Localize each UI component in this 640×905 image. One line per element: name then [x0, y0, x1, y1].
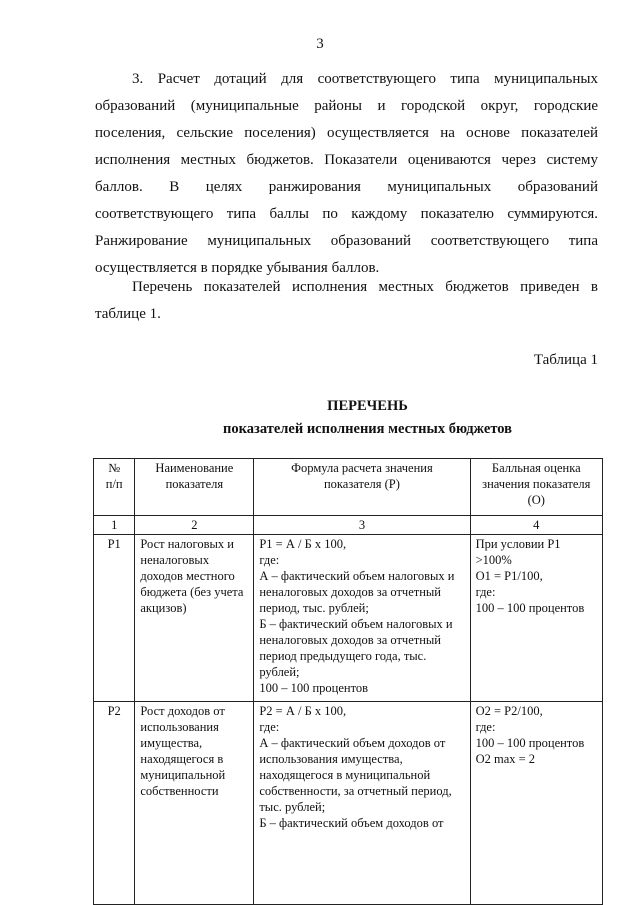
- page-number: 3: [316, 36, 324, 52]
- indicators-table: [93, 458, 603, 905]
- paragraph-line: 3. Расчет дотаций для соответствующего типа муниципальных: [132, 71, 598, 87]
- header-cell-formula: Формула расчета значения показателя (Р): [254, 459, 470, 516]
- paragraph-indicator-list: [95, 274, 598, 328]
- header-cell-number: № п/п: [94, 459, 135, 516]
- paragraph-line: баллов. В целях ранжирования муниципальных образований: [95, 179, 598, 195]
- formula-cell: Р1 = А / Б х 100, где: А – фактический объем налоговых и неналоговых доходов за отчетный период, тыс. рублей; Б – фактический объем налоговых и неналоговых доходов за отчетный период предыдущего года, тыс. рублей; 100 – 100 процентов: [254, 535, 470, 702]
- formula-cell: Р2 = А / Б х 100, где: А – фактический объем доходов от использования имущества, находящегося в муниципальной собственности, за отчетный период, тыс. рублей; Б – фактический объем доходов от: [254, 702, 470, 905]
- paragraph-line: поселения, сельские поселения) осуществляется на основе показателей: [95, 125, 598, 141]
- paragraph-line: осуществляется в порядке убывания баллов.: [95, 260, 380, 276]
- list-subtitle: показателей исполнения местных бюджетов: [223, 421, 512, 437]
- indicator-name-cell: Рост доходов от использования имущества, находящегося в муниципальной собственности: [135, 702, 254, 905]
- column-number-cell: 1: [94, 516, 135, 535]
- column-number-row: [94, 516, 603, 535]
- list-title: ПЕРЕЧЕНЬ: [327, 398, 408, 414]
- table-reference-label: Таблица 1: [533, 352, 598, 368]
- column-number-cell: 2: [135, 516, 254, 535]
- indicator-name-cell: Рост налоговых и неналоговых доходов местного бюджета (без учета акцизов): [135, 535, 254, 702]
- column-number-cell: 3: [254, 516, 470, 535]
- header-cell-name: Наименование показателя: [135, 459, 254, 516]
- paragraph-line: соответствующего типа баллы по каждому показателю суммируются.: [95, 206, 598, 222]
- paragraph-line: исполнения местных бюджетов. Показатели оцениваются через систему: [95, 152, 598, 168]
- row-id-cell: Р1: [94, 535, 135, 702]
- paragraph-line: образований (муниципальные районы и городской округ, городские: [95, 98, 598, 114]
- paragraph-line: таблице 1.: [95, 306, 161, 322]
- paragraph-line: Ранжирование муниципальных образований соответствующего типа: [95, 233, 598, 249]
- score-cell: При условии Р1 >100% О1 = Р1/100, где: 100 – 100 процентов: [470, 535, 602, 702]
- table-row: [94, 702, 603, 905]
- header-cell-score: Балльная оценка значения показателя (О): [470, 459, 602, 516]
- score-cell: О2 = Р2/100, где: 100 – 100 процентов О2 max = 2: [470, 702, 602, 905]
- row-id-cell: Р2: [94, 702, 135, 905]
- column-number-cell: 4: [470, 516, 602, 535]
- paragraph-line: Перечень показателей исполнения местных бюджетов приведен в: [132, 279, 598, 295]
- table-header-row: [94, 459, 603, 516]
- paragraph-dotation-calculation: [95, 66, 598, 282]
- table-row: [94, 535, 603, 702]
